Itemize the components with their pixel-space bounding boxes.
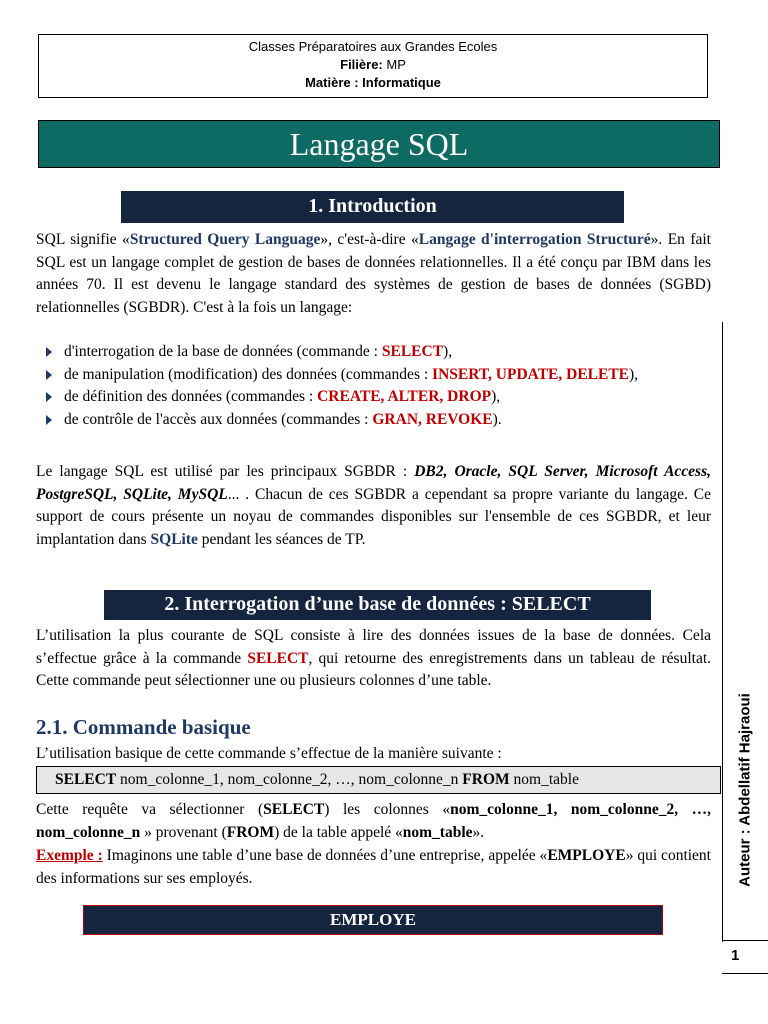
page-number: 1	[731, 947, 740, 964]
page-title: Langage SQL	[38, 120, 720, 168]
table-title-employe: EMPLOYE	[83, 905, 663, 935]
header-line-3: Matière : Informatique	[305, 75, 441, 90]
list-item: de définition des données (commandes : CREATE, ALTER, DROP),	[36, 386, 711, 409]
header-line-2: Filière: MP	[340, 57, 406, 72]
bullet-arrow-icon	[46, 347, 52, 357]
section-heading-select: 2. Interrogation d’une base de données : SELECT	[104, 590, 651, 620]
basic-intro: L’utilisation basique de cette commande s’effectue de la manière suivante :	[36, 745, 502, 762]
list-item: d'interrogation de la base de données (commande : SELECT),	[36, 341, 711, 364]
example-paragraph: Exemple : Imaginons une table d’une base de données d’une entreprise, appelée «EMPLOYE» qui contient des informations sur ses employés.	[36, 847, 711, 887]
section-heading-introduction: 1. Introduction	[121, 191, 624, 223]
author-label: Auteur : Abdellatif Hajraoui	[736, 693, 754, 887]
select-paragraph: L’utilisation la plus courante de SQL consiste à lire des données issues de la base de données. Cela s’effectue grâce à la commande SELECT, qui retourne des enregistrements dans un tableau de résultat. Cette commande peut sélectionner une ou plusieurs colonnes d’une table.	[36, 627, 712, 689]
page-number-box	[722, 940, 768, 974]
header-line-1: Classes Préparatoires aux Grandes Ecoles	[248, 39, 498, 54]
bullet-arrow-icon	[46, 392, 52, 402]
sgbdr-paragraph: Le langage SQL est utilisé par les principaux SGBDR : DB2, Oracle, SQL Server, Microsoft Access, PostgreSQL, SQLite, MySQL... . Chacun de ces SGBDR a cependant sa propre variante du langage. Ce support de cours présente un noyau de commandes disponibles sur l'ensemble de ces SGBDR, et leur implantation dans SQLite pendant les séances de TP.	[36, 463, 711, 548]
subsection-heading-basic: 2.1. Commande basique	[36, 715, 251, 739]
list-item: de manipulation (modification) des données (commandes : INSERT, UPDATE, DELETE),	[36, 364, 711, 387]
bullet-arrow-icon	[46, 415, 52, 425]
sql-roles-list	[36, 341, 711, 431]
query-explanation: Cette requête va sélectionner (SELECT) les colonnes «nom_colonne_1, nom_colonne_2, …, nom_colonne_n » provenant (FROM) de la table appelé «nom_table».	[36, 801, 711, 841]
list-item: de contrôle de l'accès aux données (commandes : GRAN, REVOKE).	[36, 409, 711, 432]
header-box	[38, 34, 708, 98]
sql-syntax-box: SELECT nom_colonne_1, nom_colonne_2, …, nom_colonne_n FROM nom_table	[36, 766, 721, 794]
bullet-arrow-icon	[46, 370, 52, 380]
intro-paragraph: SQL signifie «Structured Query Language», c'est-à-dire «Langage d'interrogation Structuré». En fait SQL est un langage complet de gestion de bases de données relationnelles. Il a été conçu par IBM dans les années 70. Il est devenu le langage standard des systèmes de gestion de bases de données (SGBD) relationnelles (SGBDR). C'est à la fois un langage:	[36, 231, 711, 316]
